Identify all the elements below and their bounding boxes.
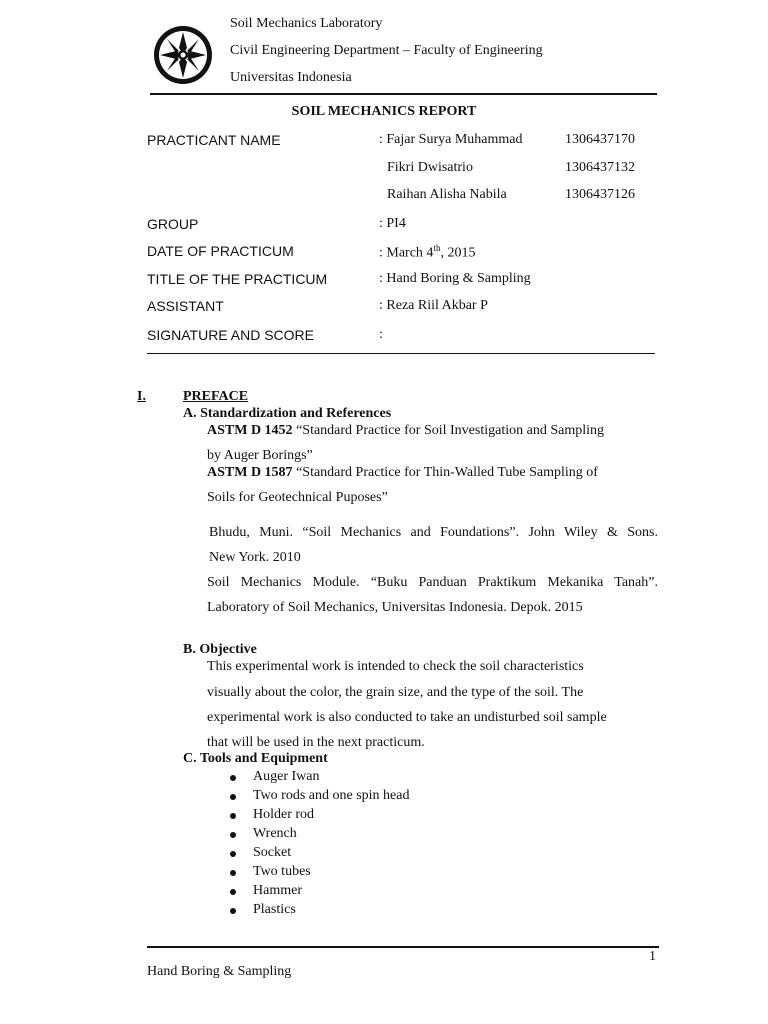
signature-label: SIGNATURE AND SCORE xyxy=(147,327,314,343)
practicant-id-2: 1306437132 xyxy=(565,160,635,175)
date-prefix: : March 4 xyxy=(379,245,434,261)
objective-line-2: visually about the color, the grain size, and the type of the soil. The xyxy=(207,685,584,700)
tool-item-2: Two rods and one spin head xyxy=(253,788,410,803)
practicant-label: PRACTICANT NAME xyxy=(147,132,281,148)
info-divider xyxy=(147,353,655,354)
tool-item-3: Holder rod xyxy=(253,807,315,822)
subheading-b: B. Objective xyxy=(183,642,257,657)
objective-line-4: that will be used in the next practicum. xyxy=(207,735,425,750)
reference-1-code: ASTM D 1452 xyxy=(207,423,293,438)
bullet-icon xyxy=(230,851,236,857)
bullet-icon xyxy=(230,775,236,781)
date-suffix: , 2015 xyxy=(440,245,476,261)
bullet-icon xyxy=(230,832,236,838)
assistant-label: ASSISTANT xyxy=(147,298,224,314)
tool-item-8: Plastics xyxy=(253,902,296,917)
tool-item-4: Wrench xyxy=(253,826,297,841)
report-title: SOIL MECHANICS REPORT xyxy=(291,104,477,119)
signature-value: : xyxy=(379,327,383,342)
reference-1-line-2: by Auger Borings” xyxy=(207,448,313,463)
footer-divider xyxy=(147,946,659,948)
date-value xyxy=(379,243,475,262)
section-heading: PREFACE xyxy=(183,389,249,404)
group-label: GROUP xyxy=(147,216,199,232)
practicant-name-1: : Fajar Surya Muhammad xyxy=(379,132,523,147)
header-lab: Soil Mechanics Laboratory xyxy=(230,16,383,31)
reference-1-line-1 xyxy=(207,423,604,439)
practicant-id-1: 1306437170 xyxy=(565,132,635,147)
reference-3-line-2: New York. 2010 xyxy=(209,550,301,565)
group-value: : PI4 xyxy=(379,216,406,231)
reference-2-text: “Standard Practice for Thin-Walled Tube Sampling of xyxy=(292,465,598,480)
assistant-value: : Reza Riil Akbar P xyxy=(379,298,488,313)
bullet-icon xyxy=(230,870,236,876)
reference-2-line-1 xyxy=(207,465,598,481)
bullet-icon xyxy=(230,908,236,914)
practicum-title-label: TITLE OF THE PRACTICUM xyxy=(147,271,328,287)
reference-3-line-1: Bhudu, Muni. “Soil Mechanics and Foundations”. John Wiley & Sons. xyxy=(209,525,658,540)
subheading-a: A. Standardization and References xyxy=(183,406,392,421)
tool-item-5: Socket xyxy=(253,845,292,860)
header-divider xyxy=(150,93,657,95)
bullet-icon xyxy=(230,813,236,819)
tool-item-7: Hammer xyxy=(253,883,302,898)
date-sup: th xyxy=(433,243,441,253)
reference-4-line-1: Soil Mechanics Module. “Buku Panduan Praktikum Mekanika Tanah”. xyxy=(207,575,658,590)
objective-line-1: This experimental work is intended to check the soil characteristics xyxy=(207,659,584,674)
footer-running-title: Hand Boring & Sampling xyxy=(147,964,292,979)
reference-4-line-2: Laboratory of Soil Mechanics, Universitas Indonesia. Depok. 2015 xyxy=(207,600,583,615)
tool-item-6: Two tubes xyxy=(253,864,311,879)
reference-1-text: “Standard Practice for Soil Investigation and Sampling xyxy=(292,423,604,438)
tool-item-1: Auger Iwan xyxy=(253,769,320,784)
subheading-c: C. Tools and Equipment xyxy=(183,751,328,766)
bullet-icon xyxy=(230,794,236,800)
header-university: Universitas Indonesia xyxy=(230,70,352,85)
university-seal-logo xyxy=(152,24,214,86)
page-number: 1 xyxy=(649,949,656,964)
objective-line-3: experimental work is also conducted to take an undisturbed soil sample xyxy=(207,710,607,725)
practicant-name-2: Fikri Dwisatrio xyxy=(387,160,473,175)
bullet-icon xyxy=(230,889,236,895)
reference-2-code: ASTM D 1587 xyxy=(207,465,293,480)
header-department: Civil Engineering Department – Faculty of Engineering xyxy=(230,43,543,58)
reference-2-line-2: Soils for Geotechnical Puposes” xyxy=(207,490,388,505)
practicum-title-value: : Hand Boring & Sampling xyxy=(379,271,531,286)
practicant-id-3: 1306437126 xyxy=(565,187,635,202)
practicant-name-3: Raihan Alisha Nabila xyxy=(387,187,507,202)
date-label: DATE OF PRACTICUM xyxy=(147,243,294,259)
section-number: I. xyxy=(137,389,146,404)
